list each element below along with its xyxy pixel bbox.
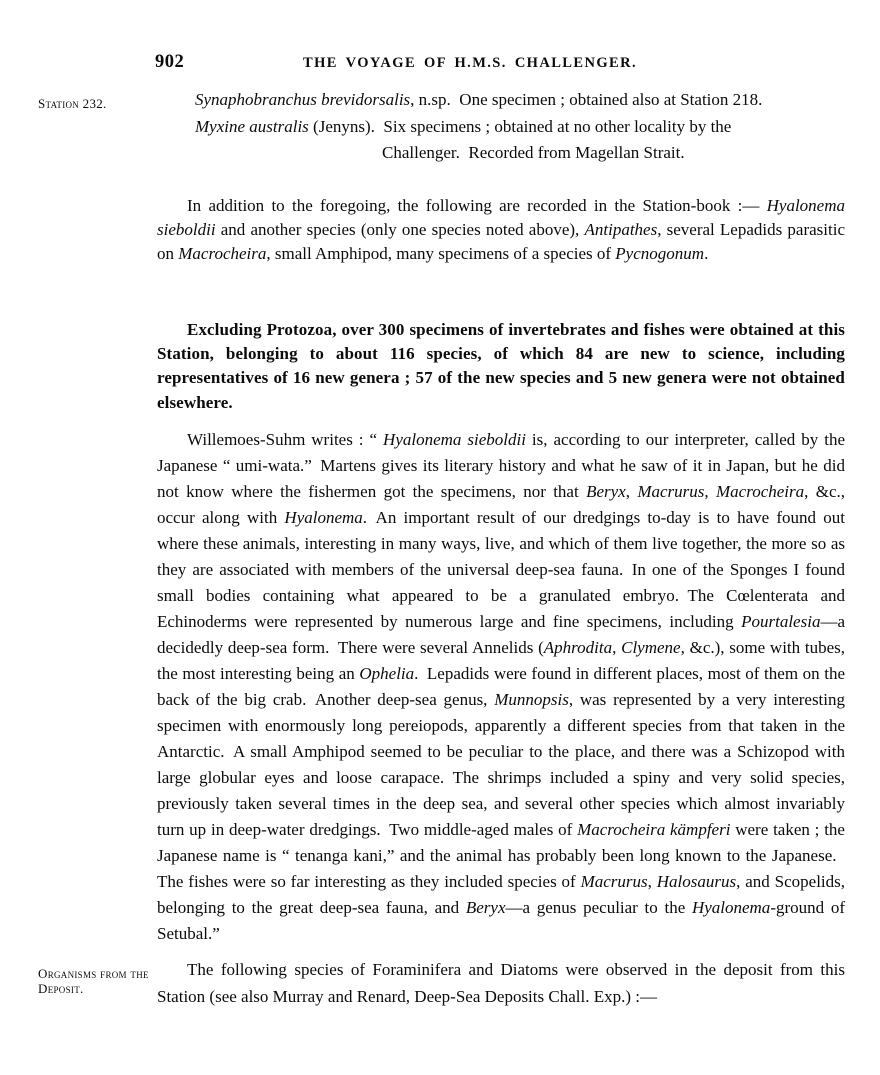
paragraph-deposit-intro: The following species of Foraminifera and Diatoms were observed in the deposit from this Station (see also Murray and Renard, Deep-Sea Deposits Chall. Exp.) :—: [157, 960, 845, 1006]
paragraph-station-book: In addition to the foregoing, the following are recorded in the Station-book :— Hyalonema sieboldii and another species (only one species noted above), Antipathes, several Lepadids parasitic on Macrocheira, small Amphipod, many specimens of a species of Pycnogonum.: [157, 196, 845, 264]
paragraph-specimen-summary: Excluding Protozoa, over 300 specimens of invertebrates and fishes were obtained at this Station, belonging to about 116 species, of which 84 are new to science, including representatives of 16 new genera ; 57 of the new species and 5 new genera were not obtained elsewhere.: [157, 320, 845, 412]
species-entry-myxine: Myxine australis (Jenyns). Six specimens ; obtained at no other locality by the: [195, 116, 732, 136]
margin-note-station: Station 232.: [38, 96, 107, 111]
species-entry-synaphobranchus: Synaphobranchus brevidorsalis, n.sp. One specimen ; obtained also at Station 218.: [195, 90, 763, 109]
page-number: 902: [155, 52, 185, 72]
species-entry-myxine-continuation: Challenger. Recorded from Magellan Strait.: [382, 143, 685, 162]
paragraph-willemoes-suhm-quote: Willemoes-Suhm writes : “ Hyalonema sieboldii is, according to our interpreter, called by the Japanese “ umi-wata.” Martens gives its literary history and what he saw of it in Japan, but he did not know where the fishermen got the specimens, nor that Beryx, Macrurus, Macrocheira, &c., occur along with Hyalonema. An important result of our dredgings to-day is to have found out where these animals, interesting in many ways, live, and which of them live together, the more so as they are associated with members of the universal deep-sea fauna. In one of the Sponges I found small bodies containing what appeared to be a granulated embryo. The Cœlenterata and Echinoderms were represented by numerous large and fine specimens, including Pourtalesia—a decidedly deep-sea form. There were several Annelids (Aphrodita, Clymene, &c.), some with tubes, the most interesting being an Ophelia. Lepadids were found in different places, most of them on the back of the big crab. Another deep-sea genus, Munnopsis, was represented by a very interesting specimen with enormously long pereiopods, apparently a different species from that taken in the Antarctic. A small Amphipod seemed to be peculiar to the place, and there was a Schizopod with large globular eyes and loose carapace. The shrimps included a spiny and very solid species, previously taken several times in the deep sea, and several other species which almost invariably turn up in deep-water dredgings. Two middle-aged males of Macrocheira kämpferi were taken ; the Japanese name is “ tenanga kani,” and the animal has probably been long known to the Japanese. The fishes were so far interesting as they included species of Macrurus, Halosaurus, and Scopelids, belonging to the great deep-sea fauna, and Beryx—a genus peculiar to the Hyalonema-ground of Setubal.”: [157, 430, 846, 943]
species-list: [195, 87, 855, 167]
running-title: THE VOYAGE OF H.M.S. CHALLENGER.: [303, 55, 637, 71]
margin-note-organisms: Organisms from the Deposit.: [38, 966, 149, 996]
